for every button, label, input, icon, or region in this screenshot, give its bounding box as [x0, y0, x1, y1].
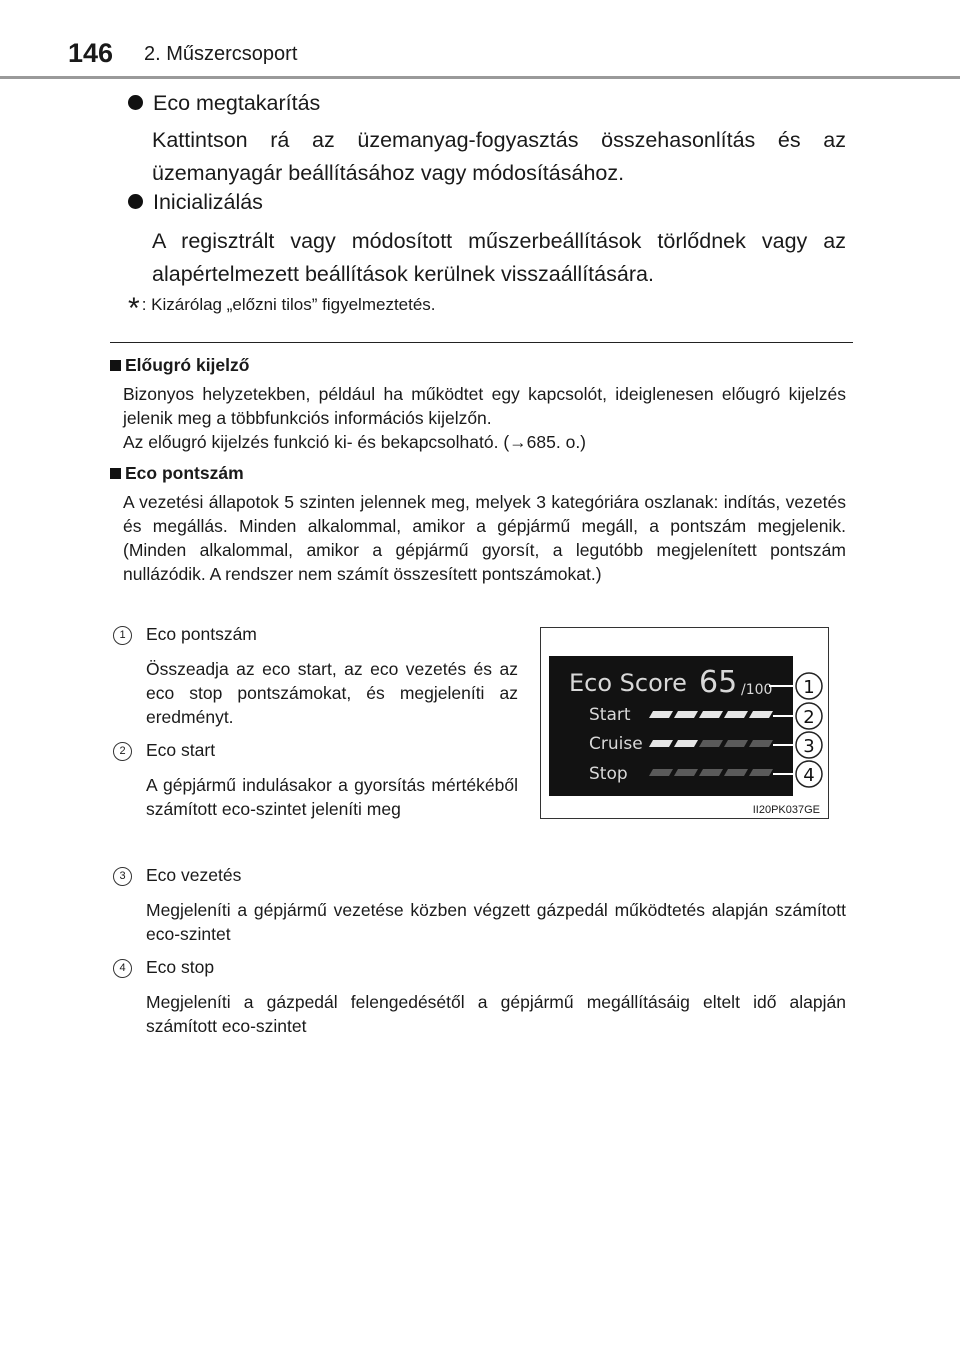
- screen-score: 65: [699, 665, 738, 700]
- bullet-title: Eco megtakarítás: [153, 91, 321, 115]
- footnote-star: *: [128, 292, 140, 325]
- bullet-icon: [128, 95, 143, 110]
- level-segment: [749, 740, 773, 747]
- callout-1: 1: [803, 677, 815, 698]
- page-number: 146: [68, 38, 114, 68]
- level-segment: [724, 711, 748, 718]
- section-title: Előugró kijelző: [125, 355, 250, 375]
- row-label-start: Start: [589, 705, 631, 725]
- level-segment: [724, 769, 748, 776]
- item-number-icon: 2: [113, 742, 132, 761]
- page-header: [0, 0, 960, 80]
- row-label-cruise: Cruise: [589, 734, 643, 754]
- footnote: [128, 292, 436, 326]
- section-heading-popup: [110, 355, 249, 376]
- item-description: Összeadja az eco start, az eco vezetés és az eco stop pontszámokat, és megjeleníti az eredményt.: [146, 659, 518, 727]
- callout-2: 2: [803, 707, 815, 728]
- bullet-eco-savings: [128, 87, 848, 120]
- item-title: Eco vezetés: [146, 865, 242, 885]
- bullet-text: A regisztrált vagy módosított műszerbeállítások törlődnek vagy az alapértelmezett beállítások kerülnek visszaállítására.: [152, 229, 846, 286]
- section-title: Eco pontszám: [125, 463, 244, 483]
- item-number-icon: 1: [113, 626, 132, 645]
- level-segment: [674, 769, 698, 776]
- level-segment: [649, 740, 673, 747]
- section-text: Az előugró kijelzés funkció ki- és bekapcsolható. (→685. o.): [123, 432, 587, 452]
- section-text: A vezetési állapotok 5 szinten jelennek meg, melyek 3 kategóriára oszlanak: indítás, vezetés és megállás. Minden alkalommal, amikor a gépjármű megáll, a pontszám megjelenik. (Minden alkalommal, amikor a gépjármű gyorsít, a legutóbb megjelenített pontszám nullázódik. A rendszer nem számít összesített pontszámokat.): [123, 492, 846, 584]
- item-number-icon: 3: [113, 867, 132, 886]
- bullet-init: [128, 186, 848, 219]
- level-segment: [749, 769, 773, 776]
- bullet-title: Inicializálás: [153, 190, 263, 214]
- eco-score-figure: [540, 627, 829, 819]
- item-title: Eco stop: [146, 957, 215, 977]
- item-description: Megjeleníti a gázpedál felengedésétől a gépjármű megállításáig eltelt idő alapján számított eco-szintet: [146, 992, 846, 1036]
- level-segment: [749, 711, 773, 718]
- bullet-icon: [128, 194, 143, 209]
- screen-score-max: /100: [741, 682, 773, 698]
- section-divider: [110, 342, 853, 343]
- level-segment: [699, 740, 723, 747]
- item-description: Megjeleníti a gépjármű vezetése közben végzett gázpedál működtetés alapján számított eco-szintet: [146, 900, 846, 944]
- level-segment: [674, 711, 698, 718]
- callout-4: 4: [803, 765, 815, 786]
- bullet-text: Kattintson rá az üzemanyag-fogyasztás összehasonlítás és az üzemanyagár beállításához vagy módosításához.: [152, 128, 846, 185]
- level-segment: [674, 740, 698, 747]
- level-segment: [649, 769, 673, 776]
- eco-score-screen: [541, 628, 828, 798]
- item-title: Eco pontszám: [146, 624, 257, 644]
- square-bullet-icon: [110, 468, 121, 479]
- footnote-text: : Kizárólag „előzni tilos” figyelmeztetés.: [141, 295, 436, 314]
- item-title: Eco start: [146, 740, 216, 760]
- callout-3: 3: [803, 736, 815, 757]
- item-description: A gépjármű indulásakor a gyorsítás mértékéből számított eco-szintet jeleníti meg: [146, 775, 518, 819]
- figure-code: II20PK037GE: [752, 804, 820, 816]
- header-rule: [0, 76, 960, 79]
- section-text: Bizonyos helyzetekben, például ha működtet egy kapcsolót, ideiglenesen előugró kijelzés jelenik meg a többfunkciós információs kijelzőn.: [123, 384, 846, 428]
- square-bullet-icon: [110, 360, 121, 371]
- level-segment: [649, 711, 673, 718]
- level-segment: [699, 769, 723, 776]
- level-segment: [724, 740, 748, 747]
- section-heading-eco-score: [110, 463, 244, 484]
- item-number-icon: 4: [113, 959, 132, 978]
- callouts: [796, 673, 822, 787]
- level-segment: [699, 711, 723, 718]
- chapter-title: 2. Műszercsoport: [144, 43, 298, 65]
- row-label-stop: Stop: [589, 764, 628, 784]
- screen-title: Eco Score: [569, 669, 687, 697]
